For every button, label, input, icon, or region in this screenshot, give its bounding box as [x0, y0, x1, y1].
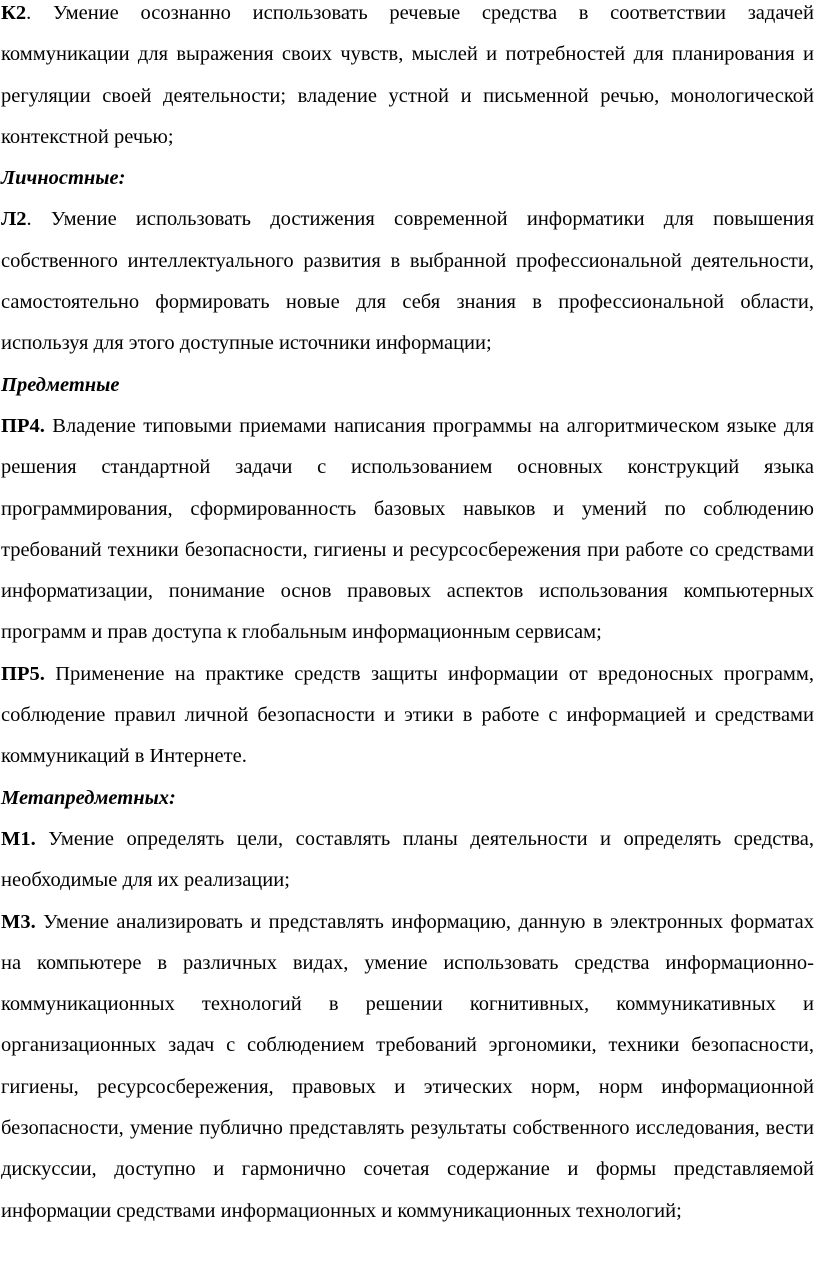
heading-subject: Предметные [1, 373, 120, 396]
paragraph-pr4 [1, 406, 814, 654]
code-m3: М3. [1, 910, 36, 933]
paragraph-pr5-text: Применение на практике средств защиты информации от вредоносных программ, соблюдение правил личной безопасности и этики в работе с информацией и средствами коммуникаций в Интернете. [1, 662, 814, 768]
paragraph-l2 [1, 199, 814, 364]
paragraph-k2 [1, 0, 814, 158]
paragraph-l2-text: . Умение использовать достижения современной информатики для повышения собственного интеллектуального развития в выбранной профессиональной деятельности, самостоятельно формировать новые для себя знания в профессиональной области, используя для этого доступные источники информации; [1, 208, 814, 355]
paragraph-m3-text: Умение анализировать и представлять информацию, данную в электронных форматах на компьютере в различных видах, умение использовать средства информационно-коммуникационных технологий в решении когнитивных, коммуникативных и организационных задач с соблюдением требований эргономики, техники безопасности, гигиены, ресурсосбережения, правовых и этических норм, норм информационной безопасности, умение публично представлять результаты собственного исследования, вести дискуссии, доступно и гармонично сочетая содержание и формы представляемой информации средствами информационных и коммуникационных технологий; [1, 910, 814, 1222]
paragraph-m1 [1, 819, 814, 902]
code-pr5: ПР5. [1, 662, 45, 685]
code-pr4: ПР4. [1, 414, 45, 437]
code-l2: Л2 [1, 208, 27, 231]
code-m1: М1. [1, 827, 36, 850]
paragraph-k2-text: . Умение осознанно использовать речевые средства в соответствии задачей коммуникации для выражения своих чувств, мыслей и потребностей для планирования и регуляции своей деятельности; владение устной и письменной речью, монологической контекстной речью; [1, 2, 814, 148]
paragraph-pr4-text: Владение типовыми приемами написания программы на алгоритмическом языке для решения стандартной задачи с использованием основных конструкций языка программирования, сформированность базовых навыков и умений по соблюдению требований техники безопасности, гигиены и ресурсосбережения при работе со средствами информатизации, понимание основ правовых аспектов использования компьютерных программ и прав доступа к глобальным информационным сервисам; [1, 414, 814, 644]
paragraph-m1-text: Умение определять цели, составлять планы деятельности и определять средства, необходимые для их реализации; [1, 827, 814, 892]
paragraph-m3 [1, 902, 814, 1232]
paragraph-pr5 [1, 654, 814, 778]
heading-metasubject: Метапредметных: [1, 786, 176, 809]
code-k2: К2 [1, 2, 27, 24]
heading-personal: Личностные: [1, 167, 126, 190]
